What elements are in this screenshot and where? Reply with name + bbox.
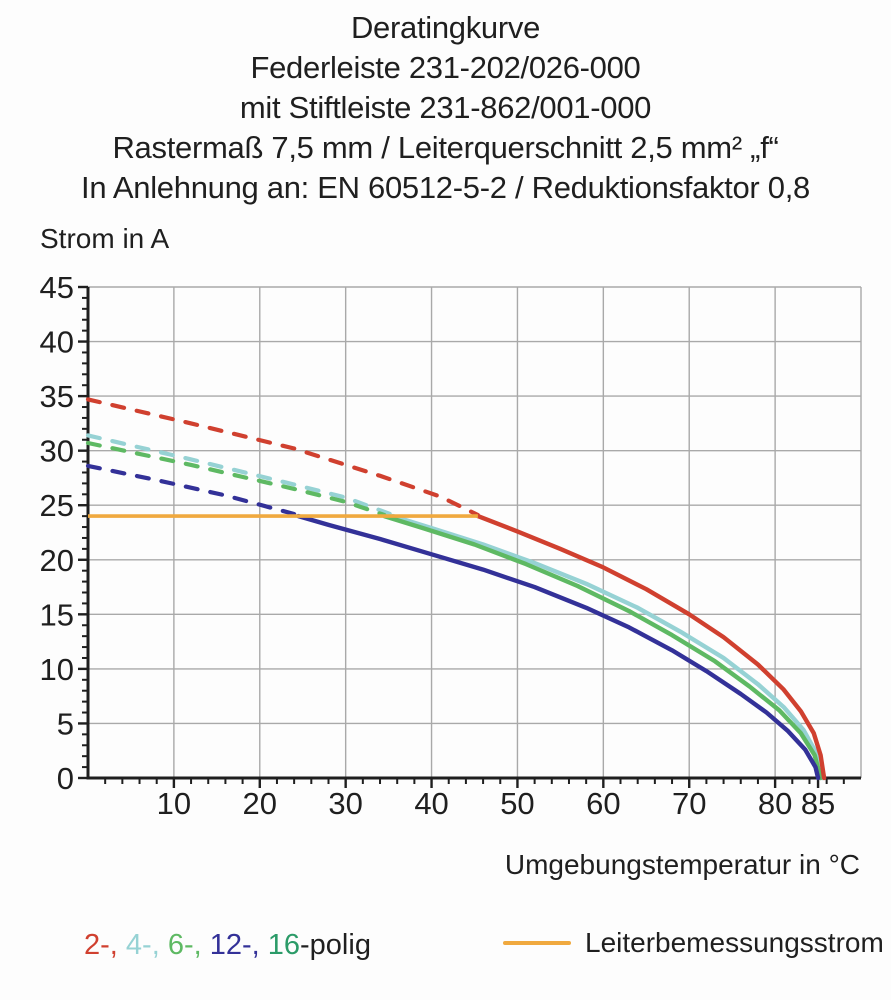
x-tick-label: 20 [242,786,278,821]
curve-12-polig [88,466,818,778]
x-tick-label: 10 [156,786,192,821]
x-tick-label: 60 [586,786,621,821]
y-tick-label: 45 [39,270,74,305]
x-tick-labels [157,786,836,821]
y-tick-label: 40 [39,324,74,360]
y-tick-label: 30 [39,433,74,469]
rated-current-label: Leiterbemessungsstrom [585,927,884,958]
curve-2-polig [88,399,824,778]
derating-curves [88,399,824,778]
title-line-1: Deratingkurve [350,10,541,45]
legend-pole-item: 4-, [125,929,168,961]
title-line-4: Rastermaß 7,5 mm / Leiterquerschnitt 2,5 mm² „f“ [112,130,779,165]
x-tick-label: 70 [671,786,707,821]
curve-4-polig [88,435,822,778]
x-tick-label: 30 [328,786,363,821]
title-line-2: Federleiste 231-202/026-000 [250,50,641,85]
legend-poles [84,929,371,962]
legend-pole-item: 6-, [167,929,210,961]
x-tick-label: 80 [757,786,793,821]
title-line-3: mit Stiftleiste 231-862/001-000 [239,90,652,125]
y-tick-label: 0 [56,761,74,796]
x-tick-label: 40 [414,786,449,821]
y-tick-labels [40,270,74,796]
title-line-5: In Anlehnung an: EN 60512-5-2 / Reduktionsfaktor 0,8 [81,170,810,205]
legend-rated-current [503,927,884,959]
y-tick-label: 10 [39,651,74,687]
y-tick-label: 5 [56,706,74,742]
y-axis-label: Strom in A [40,223,170,254]
gridlines [88,287,861,778]
legend-pole-item: 2-, [84,929,126,961]
y-tick-label: 35 [39,379,74,415]
y-tick-label: 15 [39,597,74,633]
legend-pole-suffix: -polig [300,929,371,961]
legend-pole-item: 12-, [209,929,268,961]
curve-6-polig [88,443,821,778]
y-tick-label: 25 [39,488,74,524]
x-axis-label: Umgebungstemperatur in °C [504,849,860,880]
rated-current-line-swatch [503,941,571,945]
axis-spines [87,287,862,780]
y-tick-label: 20 [39,542,74,578]
x-tick-label: 85 [800,786,836,821]
legend-pole-item: 16 [267,929,301,961]
x-tick-label: 50 [500,786,535,821]
